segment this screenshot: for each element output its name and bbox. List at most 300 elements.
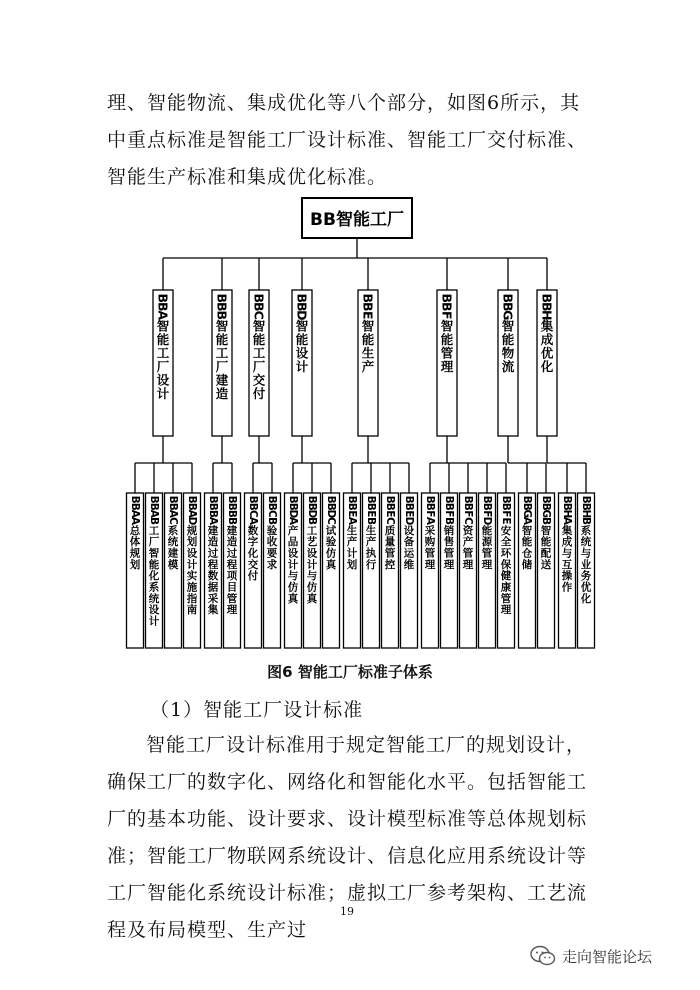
svg-text:C: C: [384, 517, 396, 525]
svg-text:B: B: [424, 495, 436, 504]
svg-text:B: B: [540, 495, 552, 504]
branch-label-bbh: [540, 293, 555, 374]
svg-text:A: A: [129, 509, 141, 518]
svg-text:A: A: [287, 516, 299, 526]
svg-text:B: B: [403, 495, 415, 504]
wechat-icon: [530, 945, 556, 967]
svg-text:厂: 厂: [215, 359, 229, 374]
svg-text:A: A: [247, 516, 259, 526]
svg-text:能: 能: [361, 332, 375, 347]
svg-text:理: 理: [424, 558, 436, 571]
svg-text:化: 化: [580, 592, 592, 605]
svg-text:系: 系: [167, 524, 179, 537]
svg-text:B: B: [251, 301, 267, 312]
svg-text:B: B: [129, 502, 141, 511]
svg-text:资: 资: [462, 524, 474, 537]
svg-text:智: 智: [361, 318, 375, 334]
svg-text:E: E: [500, 517, 512, 525]
svg-text:G: G: [521, 509, 533, 519]
svg-text:D: D: [325, 509, 337, 519]
svg-text:智: 智: [501, 318, 515, 334]
svg-text:能: 能: [440, 332, 454, 347]
svg-text:真: 真: [325, 558, 337, 571]
svg-text:B: B: [561, 495, 573, 504]
svg-text:与: 与: [561, 547, 573, 560]
svg-text:H: H: [561, 509, 573, 519]
svg-text:D: D: [306, 509, 318, 519]
svg-text:E: E: [384, 510, 396, 518]
svg-text:B: B: [251, 293, 267, 304]
svg-text:总: 总: [129, 524, 141, 537]
svg-text:统: 统: [148, 592, 160, 605]
svg-text:生: 生: [365, 524, 377, 537]
svg-text:理: 理: [440, 359, 454, 374]
svg-text:管: 管: [226, 592, 238, 605]
leaf-label-bbfa: [424, 496, 436, 571]
svg-text:化: 化: [148, 570, 160, 583]
svg-text:划: 划: [346, 558, 358, 571]
svg-text:B: B: [306, 495, 318, 504]
svg-text:B: B: [384, 495, 396, 504]
svg-text:成: 成: [561, 536, 573, 549]
leaf-label-bbgb: [540, 496, 552, 571]
svg-text:B: B: [155, 301, 171, 312]
branch-label-bbg: [501, 293, 516, 374]
branch-label-bba: [156, 293, 171, 401]
leaf-label-bbba: [207, 496, 219, 617]
svg-text:源: 源: [481, 536, 493, 549]
svg-text:B: B: [346, 502, 358, 511]
section-heading: （1）智能工厂设计标准: [150, 699, 364, 721]
svg-text:A: A: [561, 516, 573, 526]
svg-text:智: 智: [540, 524, 552, 537]
svg-text:交: 交: [252, 372, 266, 388]
svg-text:B: B: [439, 293, 455, 304]
svg-text:B: B: [481, 495, 493, 504]
svg-text:计: 计: [287, 558, 299, 571]
svg-text:南: 南: [186, 604, 198, 617]
svg-text:B: B: [580, 502, 592, 511]
svg-text:维: 维: [403, 558, 415, 571]
svg-text:储: 储: [521, 558, 533, 571]
svg-text:F: F: [500, 510, 512, 518]
svg-text:B: B: [247, 495, 259, 504]
leaf-label-bbhb: [580, 496, 592, 605]
leaf-label-bbec: [384, 496, 396, 571]
svg-text:C: C: [266, 509, 278, 518]
svg-text:数: 数: [207, 570, 219, 583]
svg-text:设: 设: [403, 524, 415, 537]
svg-text:C: C: [251, 310, 267, 320]
svg-text:B: B: [521, 495, 533, 504]
svg-text:产: 产: [365, 536, 377, 549]
leaf-label-bbda: [287, 496, 299, 605]
svg-text:理: 理: [443, 558, 455, 571]
svg-text:业: 业: [580, 558, 592, 571]
svg-text:生: 生: [361, 345, 375, 361]
svg-text:能: 能: [215, 332, 229, 347]
svg-text:B: B: [384, 502, 396, 511]
svg-text:划: 划: [129, 558, 141, 571]
svg-text:A: A: [521, 516, 533, 526]
svg-text:B: B: [226, 516, 238, 525]
svg-text:能: 能: [156, 332, 170, 347]
svg-text:B: B: [207, 495, 219, 504]
svg-text:售: 售: [443, 536, 455, 549]
body-paragraph: 智能工厂设计标准用于规定智能工厂的规划设计，确保工厂的数字化、网络化和智能化水平。包括智能工厂的基本功能、设计要求、设计模型标准等总体规划标准；智能工厂物联网系统设计、信息化应用系统设计等工厂智能化系统设计标准；虚拟工厂参考架构、工艺流程及布局模型、生产过: [107, 734, 588, 941]
svg-text:B: B: [287, 495, 299, 504]
branch-label-bbe: [361, 293, 376, 374]
watermark-text: 走向智能论坛: [562, 947, 653, 966]
svg-text:管: 管: [500, 592, 512, 605]
svg-text:品: 品: [287, 536, 299, 549]
svg-text:过: 过: [226, 547, 238, 560]
svg-text:采: 采: [424, 524, 436, 537]
svg-text:购: 购: [424, 536, 436, 549]
svg-text:化: 化: [247, 547, 259, 560]
svg-text:模: 模: [167, 558, 179, 571]
svg-text:工: 工: [156, 345, 170, 361]
svg-text:仿: 仿: [287, 581, 299, 594]
svg-text:送: 送: [540, 558, 552, 571]
svg-text:智: 智: [252, 318, 266, 334]
svg-text:程: 程: [207, 558, 219, 571]
svg-text:配: 配: [540, 547, 552, 560]
svg-text:设: 设: [156, 372, 170, 388]
svg-text:造: 造: [207, 536, 219, 549]
svg-text:B: B: [539, 301, 555, 312]
svg-text:流: 流: [501, 359, 515, 374]
svg-text:理: 理: [500, 604, 512, 617]
svg-text:B: B: [365, 516, 377, 525]
svg-text:化: 化: [540, 359, 554, 374]
svg-text:B: B: [186, 495, 198, 504]
svg-text:B: B: [129, 495, 141, 504]
leaf-label-bbeb: [365, 496, 377, 571]
svg-text:真: 真: [287, 592, 299, 605]
svg-text:B: B: [360, 293, 376, 304]
svg-text:B: B: [580, 495, 592, 504]
svg-text:厂: 厂: [252, 359, 266, 374]
svg-text:仓: 仓: [521, 547, 533, 560]
svg-text:付: 付: [252, 386, 266, 401]
svg-text:能: 能: [295, 332, 309, 347]
svg-text:B: B: [540, 516, 552, 525]
svg-text:C: C: [325, 517, 337, 525]
svg-text:计: 计: [295, 359, 309, 374]
svg-text:B: B: [226, 509, 238, 518]
svg-text:工: 工: [252, 345, 266, 361]
svg-text:计: 计: [306, 558, 318, 571]
svg-text:B: B: [500, 293, 516, 304]
leaf-label-bbfc: [462, 496, 474, 571]
svg-text:B: B: [580, 516, 592, 525]
leaf-label-bbea: [346, 496, 358, 571]
svg-text:保: 保: [500, 558, 512, 571]
svg-text:B: B: [443, 495, 455, 504]
svg-text:产: 产: [462, 536, 474, 549]
svg-text:B: B: [306, 516, 318, 525]
svg-text:厂: 厂: [148, 536, 160, 549]
svg-text:能: 能: [521, 536, 533, 549]
svg-text:E: E: [365, 510, 377, 518]
svg-text:A: A: [186, 509, 198, 518]
svg-text:据: 据: [207, 581, 219, 594]
svg-text:仿: 仿: [306, 581, 318, 594]
svg-text:交: 交: [247, 558, 259, 571]
svg-text:G: G: [500, 310, 516, 321]
svg-text:产: 产: [346, 536, 358, 549]
svg-text:造: 造: [215, 386, 229, 401]
svg-text:D: D: [287, 509, 299, 519]
svg-text:建: 建: [215, 372, 229, 388]
svg-text:B: B: [214, 293, 230, 304]
svg-text:执: 执: [365, 547, 377, 560]
svg-text:B: B: [266, 516, 278, 525]
svg-text:G: G: [540, 509, 552, 519]
svg-text:D: D: [481, 516, 493, 526]
svg-text:健: 健: [500, 570, 512, 583]
source-watermark: [530, 945, 652, 967]
svg-text:B: B: [360, 301, 376, 312]
leaf-label-bbbb: [226, 496, 238, 617]
svg-text:B: B: [443, 516, 455, 525]
svg-text:A: A: [424, 516, 436, 526]
svg-text:D: D: [294, 310, 310, 321]
svg-text:B: B: [287, 502, 299, 511]
intro-paragraph: 理、智能物流、集成优化等八个部分，如图6所示，其中重点标准是智能工厂设计标准、智能工厂交付标准、智能生产标准和集成优化标准。: [107, 92, 588, 188]
svg-text:付: 付: [247, 570, 259, 583]
svg-text:建: 建: [226, 524, 238, 537]
svg-text:B: B: [462, 495, 474, 504]
svg-text:生: 生: [346, 524, 358, 537]
svg-text:集: 集: [207, 604, 219, 617]
svg-text:B: B: [214, 301, 230, 312]
svg-text:管: 管: [481, 547, 493, 560]
svg-text:A: A: [148, 509, 160, 518]
svg-text:能: 能: [252, 332, 266, 347]
leaf-label-bbdb: [306, 496, 318, 605]
svg-text:统: 统: [167, 536, 179, 549]
leaf-label-bbfb: [443, 496, 455, 571]
svg-text:B: B: [500, 301, 516, 312]
svg-text:B: B: [214, 310, 230, 321]
svg-text:仿: 仿: [325, 547, 337, 560]
svg-text:B: B: [365, 495, 377, 504]
svg-text:计: 计: [346, 547, 358, 560]
svg-text:B: B: [247, 502, 259, 511]
svg-text:计: 计: [156, 386, 170, 401]
leaf-label-bbac: [167, 496, 179, 571]
svg-text:管: 管: [443, 547, 455, 560]
svg-text:B: B: [306, 502, 318, 511]
svg-text:产: 产: [287, 524, 299, 537]
branch-label-bbc: [252, 293, 267, 401]
svg-text:规: 规: [129, 547, 141, 560]
svg-text:A: A: [129, 516, 141, 526]
svg-text:指: 指: [186, 592, 198, 605]
svg-text:理: 理: [226, 604, 238, 617]
svg-text:设: 设: [287, 547, 299, 560]
svg-text:务: 务: [580, 570, 592, 583]
svg-text:B: B: [167, 502, 179, 511]
svg-text:B: B: [226, 502, 238, 511]
svg-text:F: F: [481, 510, 493, 518]
svg-text:工: 工: [306, 524, 318, 537]
svg-text:B: B: [207, 509, 219, 518]
svg-text:B: B: [539, 293, 555, 304]
svg-text:H: H: [539, 310, 555, 321]
svg-text:统: 统: [580, 536, 592, 549]
svg-text:试: 试: [325, 524, 337, 537]
leaf-label-bbad: [186, 496, 198, 617]
svg-text:系: 系: [580, 524, 592, 537]
svg-text:F: F: [424, 510, 436, 518]
svg-text:运: 运: [403, 547, 415, 560]
svg-text:优: 优: [540, 345, 554, 361]
svg-text:B: B: [266, 495, 278, 504]
svg-text:真: 真: [306, 592, 318, 605]
svg-text:工: 工: [215, 345, 229, 361]
svg-text:B: B: [266, 502, 278, 511]
svg-text:质: 质: [384, 524, 396, 537]
svg-text:操: 操: [561, 570, 573, 583]
svg-text:A: A: [155, 310, 171, 321]
svg-text:集: 集: [561, 524, 573, 537]
svg-text:B: B: [155, 293, 171, 304]
svg-text:设: 设: [148, 604, 160, 617]
svg-text:智: 智: [215, 318, 229, 334]
svg-text:B: B: [325, 495, 337, 504]
svg-text:体: 体: [129, 536, 141, 549]
svg-text:采: 采: [207, 592, 219, 605]
svg-text:B: B: [424, 502, 436, 511]
svg-text:管: 管: [424, 547, 436, 560]
svg-text:求: 求: [266, 558, 278, 571]
svg-text:智: 智: [521, 524, 533, 537]
svg-text:C: C: [462, 517, 474, 525]
root-node-label: BB智能工厂: [310, 210, 404, 230]
svg-text:A: A: [167, 509, 179, 518]
svg-text:全: 全: [500, 536, 512, 549]
svg-text:优: 优: [580, 581, 592, 594]
svg-text:验: 验: [266, 524, 278, 537]
svg-text:安: 安: [500, 524, 512, 537]
svg-text:建: 建: [207, 524, 219, 537]
svg-text:与: 与: [287, 570, 299, 583]
svg-text:集: 集: [540, 318, 554, 334]
svg-text:B: B: [207, 502, 219, 511]
svg-text:作: 作: [561, 581, 573, 594]
svg-text:划: 划: [186, 536, 198, 549]
svg-text:智: 智: [440, 318, 454, 334]
svg-text:B: B: [226, 495, 238, 504]
svg-text:管: 管: [384, 547, 396, 560]
svg-text:项: 项: [226, 570, 238, 583]
svg-text:互: 互: [561, 558, 573, 571]
svg-text:B: B: [521, 502, 533, 511]
svg-text:B: B: [294, 293, 310, 304]
svg-text:B: B: [294, 301, 310, 312]
svg-text:管: 管: [462, 547, 474, 560]
svg-text:C: C: [167, 517, 179, 525]
svg-text:智: 智: [156, 318, 170, 334]
svg-text:环: 环: [500, 547, 512, 560]
figure-caption: 图6 智能工厂标准子体系: [267, 663, 433, 681]
svg-text:字: 字: [247, 536, 259, 549]
svg-text:管: 管: [440, 345, 454, 361]
svg-text:系: 系: [148, 581, 160, 594]
svg-text:计: 计: [186, 558, 198, 571]
svg-text:B: B: [403, 502, 415, 511]
svg-text:F: F: [443, 510, 455, 518]
svg-text:计: 计: [148, 615, 160, 628]
branch-label-bbd: [295, 293, 310, 374]
leaf-label-bbaa: [129, 496, 141, 571]
leaf-label-bbfd: [481, 496, 493, 571]
svg-text:程: 程: [226, 558, 238, 571]
svg-text:工: 工: [148, 524, 160, 537]
svg-text:智: 智: [295, 318, 309, 334]
svg-text:C: C: [247, 509, 259, 518]
svg-text:智: 智: [148, 547, 160, 560]
svg-text:数: 数: [247, 524, 259, 537]
branch-label-bbf: [440, 293, 455, 374]
svg-text:目: 目: [226, 581, 238, 594]
svg-text:建: 建: [167, 547, 179, 560]
svg-text:能: 能: [481, 524, 493, 537]
svg-text:B: B: [540, 502, 552, 511]
svg-text:B: B: [481, 502, 493, 511]
svg-text:B: B: [500, 495, 512, 504]
svg-text:量: 量: [384, 536, 396, 549]
svg-text:设: 设: [295, 345, 309, 361]
leaf-label-bbcb: [266, 496, 278, 571]
page-number: 19: [340, 905, 354, 918]
svg-text:实: 实: [186, 570, 198, 583]
svg-text:B: B: [439, 301, 455, 312]
svg-text:B: B: [365, 502, 377, 511]
svg-text:B: B: [325, 502, 337, 511]
svg-text:E: E: [360, 310, 376, 320]
svg-text:销: 销: [443, 524, 455, 537]
svg-text:B: B: [148, 516, 160, 525]
svg-text:B: B: [500, 502, 512, 511]
svg-text:B: B: [186, 502, 198, 511]
svg-text:B: B: [462, 502, 474, 511]
leaf-label-bbha: [561, 496, 573, 594]
svg-text:E: E: [346, 510, 358, 518]
svg-text:F: F: [439, 310, 455, 320]
svg-text:与: 与: [580, 547, 592, 560]
svg-text:康: 康: [500, 581, 512, 594]
svg-text:设: 设: [306, 547, 318, 560]
svg-text:理: 理: [481, 558, 493, 571]
svg-text:B: B: [148, 495, 160, 504]
svg-text:B: B: [443, 502, 455, 511]
svg-text:收: 收: [266, 536, 278, 549]
svg-text:成: 成: [540, 332, 554, 347]
leaf-label-bbca: [247, 496, 259, 583]
svg-text:验: 验: [325, 536, 337, 549]
svg-text:能: 能: [540, 536, 552, 549]
svg-text:设: 设: [186, 547, 198, 560]
svg-text:E: E: [403, 510, 415, 518]
svg-text:A: A: [346, 516, 358, 526]
svg-text:要: 要: [266, 547, 278, 560]
branch-label-bbb: [215, 293, 230, 401]
svg-text:B: B: [561, 502, 573, 511]
